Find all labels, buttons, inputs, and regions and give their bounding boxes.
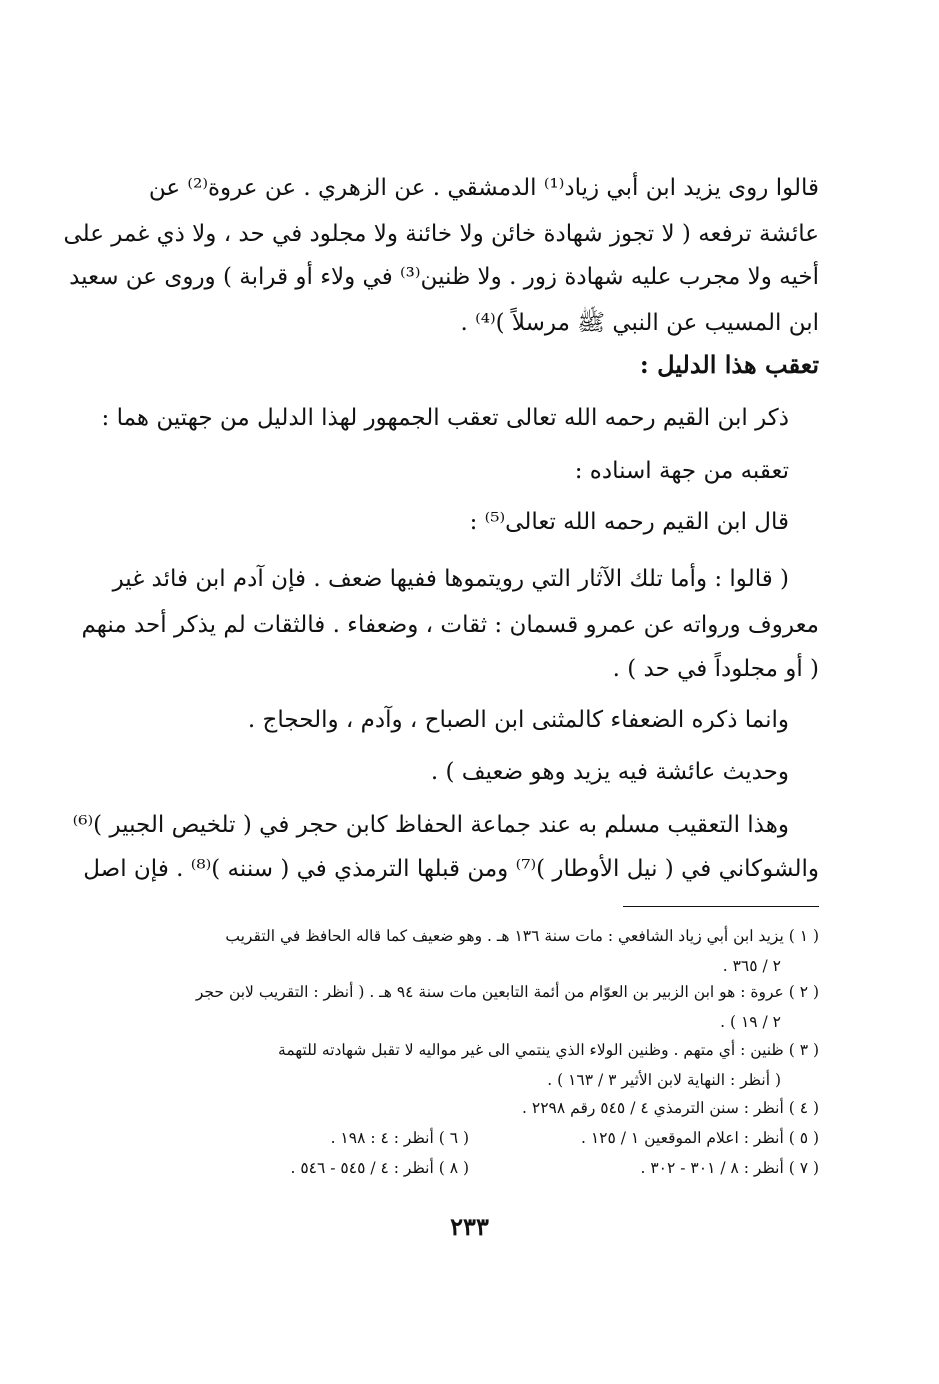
section-line-7: وانما ذكره الضعفاء كالمثنى ابن الصباح ، وآدم ، والحجاج . xyxy=(247,707,789,733)
section-line-2: تعقبه من جهة اسناده : xyxy=(574,458,789,484)
section-heading: تعقب هذا الدليل : xyxy=(639,350,819,379)
body-line-4: ابن المسيب عن النبي ﷺ مرسلاً )⁽⁴⁾ . xyxy=(460,310,819,336)
section-line-4: ( قالوا : وأما تلك الآثار التي رويتموها ففيها ضعف . فإن آدم ابن فائد غير xyxy=(112,566,789,592)
section-line-5: معروف ورواته عن عمرو قسمان : ثقات ، وضعفاء . فالثقات لم يذكر أحد منهم xyxy=(81,612,819,638)
body-line-3: أخيه ولا مجرب عليه شهادة زور . ولا ظنين⁽³⁾ في ولاء أو قرابة ) وروى عن سعيد xyxy=(69,264,819,290)
footnote-5: ( ٥ ) أنظر : اعلام الموقعين ١ / ١٢٥ . xyxy=(580,1129,819,1147)
footnote-7: ( ٧ ) أنظر : ٨ / ٣٠١ - ٣٠٢ . xyxy=(640,1159,819,1177)
footnote-4: ( ٤ ) أنظر : سنن الترمذي ٤ / ٥٤٥ رقم ٢٢٩٨ . xyxy=(522,1099,819,1117)
section-line-8: وحديث عائشة فيه يزيد وهو ضعيف ) . xyxy=(430,759,789,785)
footnote-1: ( ١ ) يزيد ابن أبي زياد الشافعي : مات سنة ١٣٦ هـ . وهو ضعيف كما قاله الحافظ في التقريب xyxy=(225,927,819,945)
section-line-9: وهذا التعقيب مسلم به عند جماعة الحفاظ كابن حجر في ( تلخيص الجبير )⁽⁶⁾ xyxy=(72,812,789,838)
footnote-3-cont: ( أنظر : النهاية لابن الأثير ٣ / ١٦٣ ) . xyxy=(547,1071,781,1089)
section-line-6: ( أو مجلوداً في حد ) . xyxy=(612,656,819,682)
page-number: ٢٣٣ xyxy=(450,1212,489,1241)
body-line-1: قالوا روى يزيد ابن أبي زياد⁽¹⁾ الدمشقي . عن الزهري . عن عروة⁽²⁾ عن xyxy=(148,175,819,201)
section-line-3: قال ابن القيم رحمه الله تعالى⁽⁵⁾ : xyxy=(469,509,789,535)
footnote-separator xyxy=(623,906,819,907)
footnote-3: ( ٣ ) ظنين : أي متهم . وظنين الولاء الذي ينتمي الى غير مواليه لا تقبل شهادته للتهمة xyxy=(278,1041,819,1059)
footnote-2: ( ٢ ) عروة : هو ابن الزبير بن العوّام من أئمة التابعين مات سنة ٩٤ هـ . ( أنظر : التقريب لابن حجر xyxy=(195,983,819,1001)
section-line-10: والشوكاني في ( نيل الأوطار )⁽⁷⁾ ومن قبلها الترمذي في ( سننه )⁽⁸⁾ . فإن اصل xyxy=(83,856,819,882)
footnote-2-cont: ٢ / ١٩ ) . xyxy=(720,1013,781,1031)
footnote-6: ( ٦ ) أنظر : ٤ : ١٩٨ . xyxy=(330,1129,469,1147)
section-line-1: ذكر ابن القيم رحمه الله تعالى تعقب الجمهور لهذا الدليل من جهتين هما : xyxy=(101,405,789,431)
footnote-1-cont: ٢ / ٣٦٥ . xyxy=(722,957,781,975)
body-line-2: عائشة ترفعه ( لا تجوز شهادة خائن ولا خائنة ولا مجلود في حد ، ولا ذي غمر على xyxy=(63,221,819,247)
footnote-8: ( ٨ ) أنظر : ٤ / ٥٤٥ - ٥٤٦ . xyxy=(290,1159,469,1177)
